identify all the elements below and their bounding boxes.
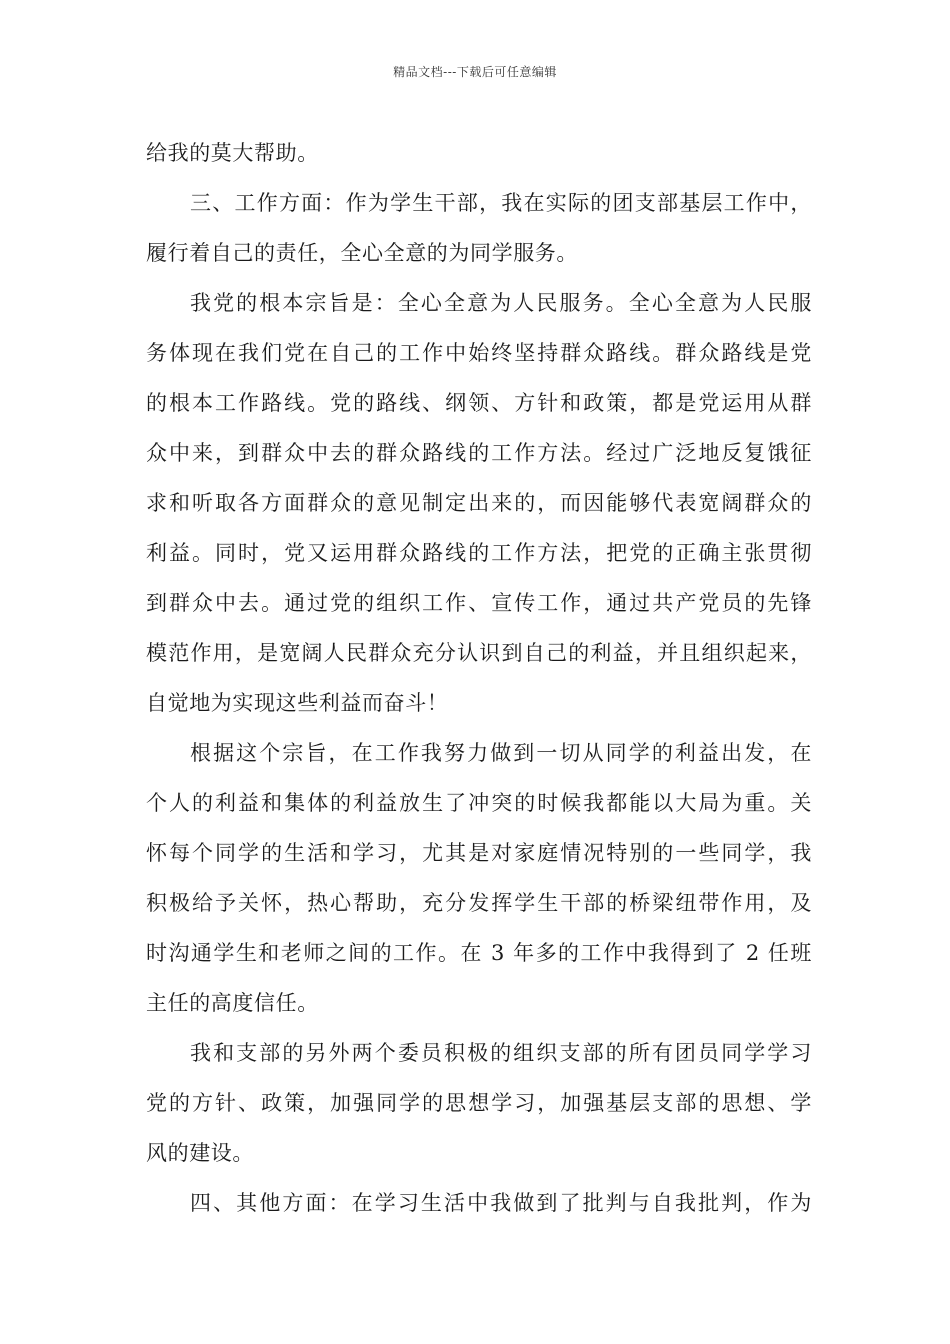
paragraph-line: 风的建设。 bbox=[146, 1141, 254, 1165]
paragraph-line: 个人的利益和集体的利益放生了冲突的时候我都能以大局为重。关 bbox=[146, 791, 812, 815]
paragraph-line: 积极给予关怀，热心帮助，充分发挥学生干部的桥梁纽带作用，及 bbox=[146, 891, 812, 915]
paragraph-line: 求和听取各方面群众的意见制定出来的，而因能够代表宽阔群众的 bbox=[146, 491, 812, 515]
paragraph-line: 主任的高度信任。 bbox=[146, 991, 319, 1015]
page-header: 精品文档---下载后可任意编辑 bbox=[393, 65, 557, 79]
paragraph-line: 到群众中去。通过党的组织工作、宣传工作，通过共产党员的先锋 bbox=[146, 591, 812, 615]
paragraph-line: 四、其他方面：在学习生活中我做到了批判与自我批判，作为 bbox=[190, 1191, 812, 1215]
paragraph-line: 根据这个宗旨，在工作我努力做到一切从同学的利益出发，在 bbox=[190, 741, 812, 765]
paragraph-line: 给我的莫大帮助。 bbox=[146, 141, 319, 165]
paragraph-line: 务体现在我们党在自己的工作中始终坚持群众路线。群众路线是党 bbox=[146, 341, 812, 365]
paragraph-line: 众中来，到群众中去的群众路线的工作方法。经过广泛地反复饿征 bbox=[146, 441, 812, 465]
paragraph-line: 我党的根本宗旨是：全心全意为人民服务。全心全意为人民服 bbox=[190, 291, 812, 315]
paragraph-line: 履行着自己的责任，全心全意的为同学服务。 bbox=[146, 241, 578, 265]
paragraph-line: 党的方针、政策，加强同学的思想学习，加强基层支部的思想、学 bbox=[146, 1091, 812, 1115]
paragraph-line: 的根本工作路线。党的路线、纲领、方针和政策，都是党运用从群 bbox=[146, 391, 812, 415]
body-text bbox=[146, 128, 812, 1228]
paragraph-line: 利益。同时，党又运用群众路线的工作方法，把党的正确主张贯彻 bbox=[146, 541, 812, 565]
paragraph-line: 模范作用，是宽阔人民群众充分认识到自己的利益，并且组织起来， bbox=[146, 641, 812, 665]
paragraph-line: 怀每个同学的生活和学习，尤其是对家庭情况特别的一些同学，我 bbox=[146, 841, 812, 865]
paragraph-line: 自觉地为实现这些利益而奋斗！ bbox=[146, 691, 449, 715]
paragraph-line: 三、工作方面：作为学生干部，我在实际的团支部基层工作中， bbox=[190, 191, 812, 215]
paragraph-line: 我和支部的另外两个委员积极的组织支部的所有团员同学学习 bbox=[190, 1041, 812, 1065]
paragraph-line: 时沟通学生和老师之间的工作。在 3 年多的工作中我得到了 2 任班 bbox=[146, 941, 812, 965]
